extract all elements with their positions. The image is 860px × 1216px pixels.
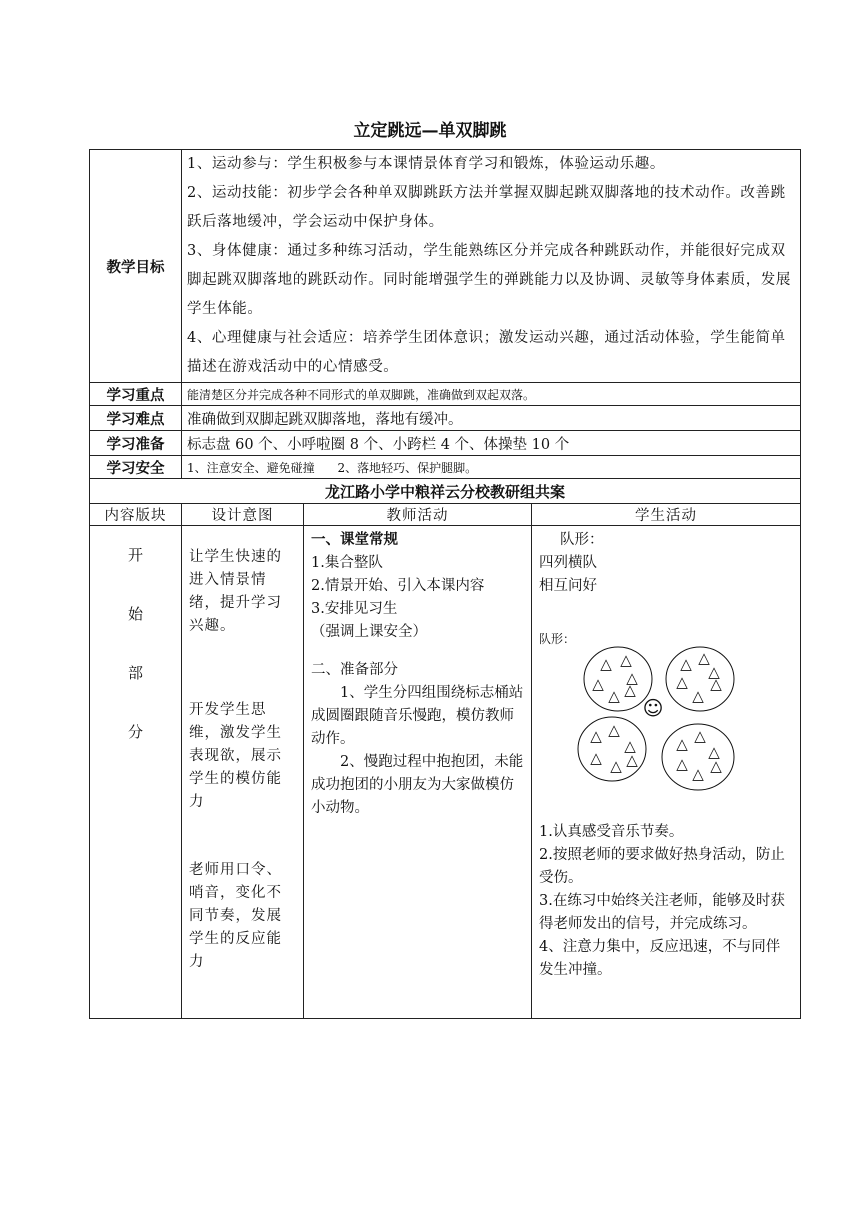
cone-icon: △ <box>694 727 706 745</box>
cone-icon: △ <box>592 675 604 693</box>
objective-item: 3、身体健康：通过多种练习活动，学生能熟练区分并完成各种跳跃动作，并能很好完成双脚起跳双脚落地的跳跃动作。同时能增强学生的弹跳能力以及协调、灵敏等身体素质，发展学生体能。 <box>187 243 791 317</box>
cone-icon: △ <box>676 735 688 753</box>
formation-line: 相互问好 <box>539 578 597 594</box>
cone-icon: △ <box>608 687 620 705</box>
objective-item: 1、运动参与：学生积极参与本课情景体育学习和锻炼，体验运动乐趣。 <box>187 156 665 172</box>
cone-icon: △ <box>708 743 720 761</box>
opening-section-row <box>90 526 801 1019</box>
teacher-heading-routine: 一、课堂常规 <box>311 532 398 548</box>
header-design-intent: 设计意图 <box>182 504 304 526</box>
section-label-char: 始 <box>127 605 143 623</box>
cone-icon: △ <box>708 663 720 681</box>
lesson-plan-table <box>89 149 801 1019</box>
cone-icon: △ <box>680 655 692 673</box>
header-student-activity: 学生活动 <box>532 504 801 526</box>
student-item: 2.按照老师的要求做好热身活动，防止受伤。 <box>539 847 785 886</box>
cone-icon: △ <box>626 751 638 769</box>
school-banner: 龙江路小学中粮祥云分校教研组共案 <box>90 479 801 504</box>
group-circle <box>662 724 734 790</box>
design-paragraph: 老师用口令、哨音，变化不同节奏，发展学生的反应能力 <box>189 862 282 970</box>
key-point-row <box>90 383 801 406</box>
objectives-label: 教学目标 <box>90 150 182 383</box>
cone-icon: △ <box>624 681 636 699</box>
key-point-text: 能清楚区分并完成各种不同形式的单双脚跳，准确做到双起双落。 <box>182 383 801 406</box>
cone-icon: △ <box>600 655 612 673</box>
teacher-item: 2.情景开始、引入本课内容 <box>311 578 485 594</box>
cone-icon: △ <box>624 737 636 755</box>
difficulty-row <box>90 406 801 431</box>
preparation-text: 标志盘 60 个、小呼啦圈 8 个、小跨栏 4 个、体操垫 10 个 <box>182 431 801 456</box>
page-title: 立定跳远—单双脚跳 <box>353 121 507 141</box>
teacher-heading-warmup: 二、准备部分 <box>311 662 398 678</box>
section-label-char: 开 <box>127 546 143 564</box>
formation-diagram-svg <box>574 645 834 805</box>
cone-icon: △ <box>692 765 704 783</box>
safety-label: 学习安全 <box>90 456 182 479</box>
cone-icon: △ <box>590 749 602 767</box>
student-item: 4、注意力集中，反应迅速，不与同伴发生冲撞。 <box>539 939 781 978</box>
column-header-row <box>90 504 801 526</box>
cone-icon: △ <box>692 687 704 705</box>
header-teacher-activity: 教师活动 <box>304 504 532 526</box>
preparation-label: 学习准备 <box>90 431 182 456</box>
section-label <box>90 526 182 1019</box>
cone-icon: △ <box>590 727 602 745</box>
student-activity-cell <box>532 526 801 1019</box>
teacher-item: （强调上课安全） <box>311 624 427 640</box>
group-circle <box>666 647 734 711</box>
teacher-item: 1.集合整队 <box>311 555 383 571</box>
student-item: 1.认真感受音乐节奏。 <box>539 824 684 840</box>
cone-icon: △ <box>676 673 688 691</box>
cone-icon: △ <box>626 669 638 687</box>
cone-icon: △ <box>608 721 620 739</box>
student-item: 3.在练习中始终关注老师，能够及时获得老师发出的信号，并完成练习。 <box>539 893 785 932</box>
difficulty-label: 学习难点 <box>90 406 182 431</box>
smiley-icon: ☺ <box>642 696 664 720</box>
objective-item: 2、运动技能：初步学会各种单双脚跳跃方法并掌握双脚起跳双脚落地的技术动作。改善跳跃后落地缓冲，学会运动中保护身体。 <box>187 185 786 230</box>
design-paragraph: 开发学生思维，激发学生表现欲，展示学生的模仿能力 <box>189 702 282 810</box>
objectives-row <box>90 150 801 383</box>
cone-icon: △ <box>610 757 622 775</box>
teacher-paragraph: 2、慢跑过程中抱抱团，未能成功抱团的小朋友为大家做模仿小动物。 <box>311 754 524 816</box>
teacher-activity-cell <box>304 526 532 1019</box>
section-label-char: 分 <box>127 723 143 741</box>
objectives-content <box>182 150 801 383</box>
cone-icon: △ <box>710 757 722 775</box>
formation-label: 队形： <box>539 632 576 646</box>
cone-icon: △ <box>710 675 722 693</box>
teacher-paragraph: 1、学生分四组围绕标志桶站成圆圈跟随音乐慢跑，模仿教师动作。 <box>311 685 524 747</box>
safety-row <box>90 456 801 479</box>
section-label-char: 部 <box>127 664 143 682</box>
group-circle <box>578 717 646 781</box>
design-paragraph: 让学生快速的进入情景情绪，提升学习兴趣。 <box>189 549 282 634</box>
formation-diagram <box>539 651 794 811</box>
design-intent-cell <box>182 526 304 1019</box>
header-content-block: 内容版块 <box>90 504 182 526</box>
cone-icon: △ <box>620 651 632 669</box>
teacher-item: 3.安排见习生 <box>311 601 398 617</box>
objective-item: 4、心理健康与社会适应：培养学生团体意识；激发运动兴趣，通过活动体验，学生能简单描述在游戏活动中的心情感受。 <box>187 330 786 375</box>
key-point-label: 学习重点 <box>90 383 182 406</box>
safety-text: 1、注意安全、避免碰撞 2、落地轻巧、保护腿脚。 <box>182 456 801 479</box>
cone-icon: △ <box>676 755 688 773</box>
formation-line: 四列横队 <box>539 555 597 571</box>
preparation-row <box>90 431 801 456</box>
cone-icon: △ <box>698 649 710 667</box>
difficulty-text: 准确做到双脚起跳双脚落地，落地有缓冲。 <box>182 406 801 431</box>
formation-label: 队形： <box>560 532 604 548</box>
banner-row <box>90 479 801 504</box>
